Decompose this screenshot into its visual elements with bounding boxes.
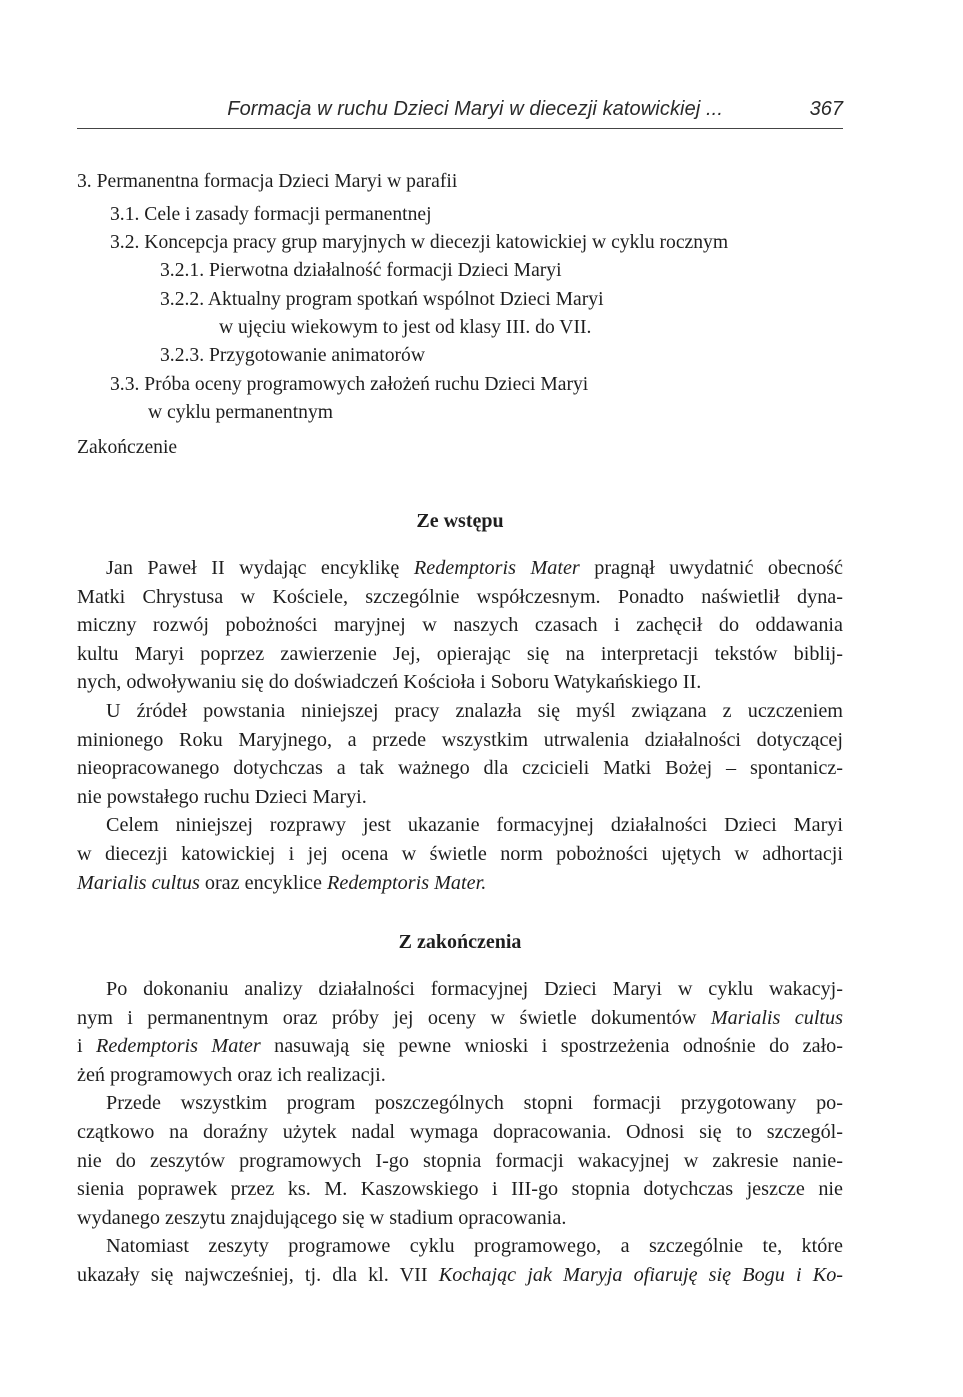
paragraph-line: Przede wszystkim program poszczególnych stopni formacji przygotowany po- (106, 1092, 843, 1115)
conclusion-section (77, 975, 843, 1290)
toc-item: Zakończenie (77, 437, 178, 458)
running-header (77, 98, 843, 129)
page-number: 367 (809, 98, 843, 120)
section-heading-intro: Ze wstępu (416, 510, 504, 532)
paragraph-line: miczny rozwój pobożności maryjnej w naszych czasach i zachęcił do oddawania (77, 614, 843, 637)
paragraph-line: nych, odwoływaniu się do doświadczeń Kościoła i Soboru Watykańskiego II. (77, 671, 702, 694)
paragraph-line: Po dokonaniu analizy działalności formacyjnej Dzieci Maryi w cyklu wakacyj- (106, 978, 843, 1000)
paragraph-line: Natomiast zeszyty programowe cyklu programowego, a szczególnie te, które (106, 1235, 843, 1258)
paragraph-line: żeń programowych oraz ich realizacji. (77, 1063, 386, 1086)
toc-item: 3.3. Próba oceny programowych założeń ruchu Dzieci Maryi (110, 374, 589, 395)
paragraph-line: nym i permanentnym oraz próby jej oceny w świetle dokumentów Marialis cultus (77, 1006, 843, 1029)
section-heading-conclusion: Z zakończenia (398, 931, 522, 953)
toc-item: 3.1. Cele i zasady formacji permanentnej (110, 204, 432, 225)
running-title: Formacja w ruchu Dzieci Maryi w diecezji katowickiej ... (227, 98, 723, 120)
paragraph-line: Marialis cultus oraz encyklice Redemptoris Mater. (77, 871, 487, 894)
paragraph-line: Jan Paweł II wydając encyklikę Redemptoris Mater pragnął uwydatnić obecność (106, 557, 844, 579)
paragraph-line: czątkowo na doraźny użytek nadal wymaga dopracowania. Odnosi się to szczegól- (77, 1120, 843, 1143)
paragraph-line: U źródeł powstania niniejszej pracy znalazła się myśl związana z uczczeniem (106, 699, 843, 722)
paragraph-line: wydanego zeszytu znajdującego się w stadium opracowania. (77, 1206, 567, 1229)
paragraph-line: ukazały się najwcześniej, tj. dla kl. VII Kochając jak Maryja ofiaruję się Bogu i Ko- (77, 1263, 844, 1286)
toc-item: 3.2.2. Aktualny program spotkań wspólnot Dzieci Maryi (160, 289, 604, 310)
paragraph-line: Celem niniejszej rozprawy jest ukazanie formacyjnej działalności Dzieci Maryi (106, 814, 843, 837)
paragraph-line: nie do zeszytów programowych I-go stopnia formacji wakacyjnej w zakresie nanie- (77, 1149, 843, 1172)
paragraph-line: kultu Maryi poprzez zawierzenie Jej, opierając się na interpretacji tekstów biblij- (77, 642, 843, 665)
paragraph-line: minionego Roku Maryjnego, a przede wszystkim utrwalenia działalności dotyczącej (77, 728, 843, 751)
paragraph-line: nieopracowanego dotychczas a tak ważnego dla czcicieli Matki Bożej – spontanicz- (77, 757, 843, 780)
toc-item: w ujęciu wiekowym to jest od klasy III. do VII. (219, 317, 592, 338)
toc-item: 3. Permanentna formacja Dzieci Maryi w parafii (77, 171, 458, 192)
toc-item: w cyklu permanentnym (148, 402, 334, 423)
toc-item: 3.2. Koncepcja pracy grup maryjnych w diecezji katowickiej w cyklu rocznym (110, 232, 729, 253)
intro-section (77, 554, 843, 897)
paragraph-line: i Redemptoris Mater nasuwają się pewne wnioski i spostrzeżenia odnośnie do zało- (77, 1035, 843, 1058)
toc-item: 3.2.1. Pierwotna działalność formacji Dzieci Maryi (160, 260, 562, 281)
paragraph-line: Matki Chrystusa w Kościele, szczególnie współczesnym. Ponadto naświetlił dyna- (77, 585, 843, 608)
toc-item: 3.2.3. Przygotowanie animatorów (160, 345, 426, 366)
paragraph-line: w diecezji katowickiej i jej ocena w świetle norm pobożności ujętych w adhortacji (77, 842, 843, 865)
paragraph-line: nie powstałego ruchu Dzieci Maryi. (77, 785, 367, 808)
paragraph-line: sienia poprawek przez ks. M. Kaszowskiego i III-go stopnia dotychczas jeszcze nie (77, 1178, 843, 1201)
